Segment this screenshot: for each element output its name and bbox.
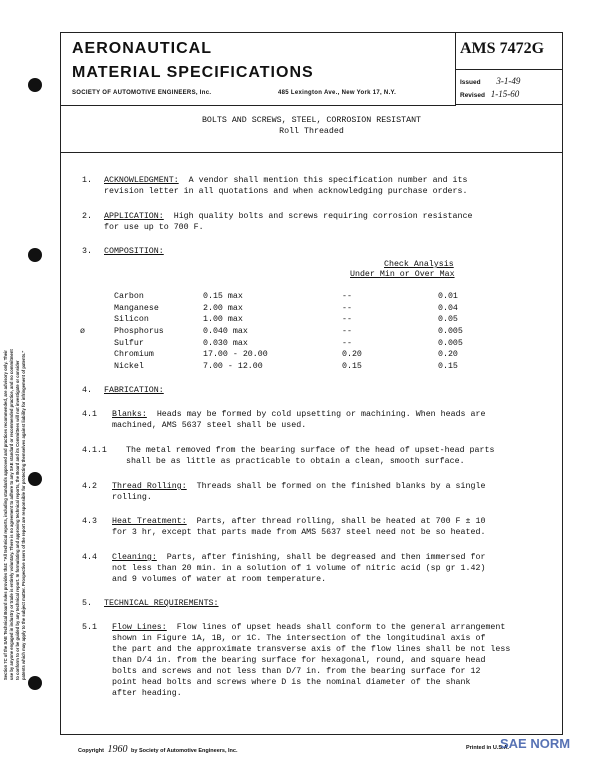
section-4-heading: FABRICATION: (104, 386, 164, 395)
check-analysis-title-text: Check Analysis (384, 260, 454, 269)
section-2-heading: APPLICATION: (104, 212, 164, 221)
copyright-year: 1960 (107, 744, 128, 755)
section-4-1-heading: Blanks: (112, 410, 147, 419)
section-5-heading: TECHNICAL REQUIREMENTS: (104, 599, 219, 608)
section-1-heading: ACKNOWLEDGMENT: (104, 176, 179, 185)
row-check-min: -- (342, 303, 352, 313)
row-check-max: 0.20 (438, 350, 458, 360)
section-4-4-number: 4.4 (82, 553, 97, 562)
watermark-text: SAE NORM (500, 736, 571, 751)
row-check-min: -- (342, 327, 352, 337)
check-analysis-title (384, 260, 454, 271)
row-check-max: 0.01 (438, 292, 458, 301)
section-4-2-number: 4.2 (82, 482, 97, 491)
section-4-3-text: Parts, after thread rolling, shall be heated at 700 F ± 10 (196, 517, 486, 526)
row-check-min: -- (342, 315, 352, 325)
section-4-4-line2: not less than 20 min. in a solution of 1 volume of nitric acid (sp gr 1.42) (112, 564, 486, 573)
side-notice-line: use by anyone engaged in industry or trade is entirely voluntary. There is no agreement to adhere to any SAE standard or recommended practice, and no commitment (9, 349, 14, 680)
section-3-heading: COMPOSITION: (104, 247, 164, 256)
section-5-1-line7: after heading. (112, 689, 182, 698)
sae-norm-watermark (500, 736, 570, 751)
section-4-4-text: Parts, after finishing, shall be degreased and then immersed for (166, 553, 486, 562)
row-element: Silicon (114, 315, 149, 325)
section-4-1-1-line2: shall be as little as practicable to obtain a clean, smooth surface. (126, 457, 465, 466)
table-row (80, 327, 520, 339)
section-4-4-line1 (112, 553, 485, 564)
section-4-2-line2: rolling. (112, 493, 152, 502)
row-element: Chromium (114, 350, 154, 360)
section-5-1-line6: point head bolts and screws where D is the nominal diameter of the shank (112, 678, 471, 687)
row-check-max: 0.005 (438, 327, 463, 337)
section-3-number: 3. (82, 247, 92, 256)
section-5-1-line2: shown in Figure 1A, 1B, or 1C. The intersection of the longitudinal axis of (112, 634, 486, 643)
table-row (80, 350, 520, 362)
table-row (80, 362, 520, 374)
section-4-3-line1 (112, 517, 485, 528)
section-4-4-line3: and 9 volumes of water at room temperature. (112, 575, 327, 584)
section-2-line2: for use up to 700 F. (104, 223, 204, 232)
row-element: Carbon (114, 292, 144, 301)
revised-row (460, 89, 519, 99)
section-4-1-1-line1: The metal removed from the bearing surface of the head of upset-head parts (126, 446, 495, 455)
side-notice-line: patents which may apply to the subject matter. Prospective users of the report are responsible for protecting themselves against liability for infringement of patents." (21, 350, 26, 680)
printed-in: Printed in U.S.A. (466, 745, 510, 751)
dates-box (455, 68, 563, 105)
copyright-label: Copyright (78, 748, 104, 754)
section-5-1-line4: than D/4 in. from the bearing surface for hexagonal, round, and square head (112, 656, 486, 665)
copyright-holder: by Society of Automotive Engineers, Inc. (131, 748, 238, 754)
issued-label: Issued (460, 79, 481, 86)
row-element: Sulfur (114, 338, 144, 348)
row-range: 0.040 max (203, 327, 248, 337)
section-4-1-number: 4.1 (82, 410, 97, 419)
check-analysis-subtitle: Under Min or Over Max (350, 270, 455, 279)
table-row (80, 339, 520, 351)
section-4-1-1-number: 4.1.1 (82, 446, 107, 455)
ams-number (460, 40, 544, 58)
issued-row (460, 76, 520, 86)
side-notice (3, 80, 47, 680)
row-element: Nickel (114, 362, 144, 372)
row-range: 17.00 - 20.00 (203, 350, 268, 360)
row-check-max: 0.005 (438, 338, 463, 348)
composition-table (80, 292, 520, 374)
section-4-2-text: Threads shall be formed on the finished blanks by a single (196, 482, 486, 491)
section-5-1-text: Flow lines of upset heads shall conform to the general arrangement (176, 623, 506, 632)
side-notice-line: Section 7C of the SAE Technical Board rules provides that: "All technical reports, including standards approved and practices recommended, are advisory only. Their (3, 350, 8, 680)
section-4-3-line2: for 3 hr, except that parts made from AMS 5637 steel need not be so heated. (112, 528, 486, 537)
row-check-max: 0.05 (438, 315, 458, 325)
row-check-min: 0.15 (342, 362, 362, 372)
section-1-text: A vendor shall mention this specification number and its (188, 176, 468, 185)
row-check-min: -- (342, 292, 352, 301)
title-line2: MATERIAL SPECIFICATIONS (72, 64, 314, 81)
society-address: 485 Lexington Ave., New York 17, N.Y. (278, 90, 397, 96)
row-range: 0.15 max (203, 292, 243, 301)
section-4-number: 4. (82, 386, 92, 395)
section-2-number: 2. (82, 212, 92, 221)
title-line1: AERONAUTICAL (72, 40, 212, 57)
row-range: 0.030 max (203, 338, 248, 348)
copyright-line (78, 744, 238, 755)
revised-label: Revised (460, 92, 485, 99)
row-element: Manganese (114, 303, 159, 313)
side-notice-line: to conform to or be guided by any technical report. In formulating and approving technical reports, the Board and its Committees will not investigate or consider (15, 360, 20, 680)
row-check-min: -- (342, 338, 352, 348)
revised-date: 1-15-60 (490, 89, 520, 99)
section-4-4-heading: Cleaning: (112, 553, 157, 562)
section-4-3-number: 4.3 (82, 517, 97, 526)
section-2-line1 (104, 212, 472, 223)
section-4-3-heading: Heat Treatment: (112, 517, 187, 526)
table-row (80, 304, 520, 316)
society-name: SOCIETY OF AUTOMOTIVE ENGINEERS, Inc. (72, 90, 212, 96)
section-4-1-line2: machined, AMS 5637 steel shall be used. (112, 421, 307, 430)
section-2-text: High quality bolts and screws requiring corrosion resistance (173, 212, 473, 221)
table-row (80, 315, 520, 327)
section-5-1-line3: the part and the approximate transverse axis of the flow lines shall be not less (112, 645, 511, 654)
table-row (80, 292, 520, 304)
section-4-2-line1 (112, 482, 485, 493)
section-1-number: 1. (82, 176, 92, 185)
section-1-line2: revision letter in all quotations and when acknowledging purchase orders. (104, 187, 468, 196)
ams-label: AMS (460, 40, 496, 57)
row-element: Phosphorus (114, 327, 164, 337)
row-check-max: 0.04 (438, 303, 458, 313)
section-1-line1 (104, 176, 467, 187)
issued-date: 3-1-49 (496, 76, 521, 86)
subject-line2: Roll Threaded (279, 127, 344, 136)
section-5-number: 5. (82, 599, 92, 608)
row-check-max: 0.15 (438, 362, 458, 372)
section-4-2-heading: Thread Rolling: (112, 482, 187, 491)
row-mark: ø (80, 327, 85, 337)
subject-line1: BOLTS AND SCREWS, STEEL, CORROSION RESISTANT (201, 116, 422, 125)
row-range: 2.00 max (203, 303, 243, 313)
section-5-1-heading: Flow Lines: (112, 623, 167, 632)
row-range: 1.00 max (203, 315, 243, 325)
row-range: 7.00 - 12.00 (203, 362, 263, 372)
ams-code: 7472G (499, 40, 545, 57)
row-check-min: 0.20 (342, 350, 362, 360)
section-4-1-text: Heads may be formed by cold upsetting or machining. When heads are (156, 410, 486, 419)
section-5-1-line1 (112, 623, 505, 634)
section-5-1-number: 5.1 (82, 623, 97, 632)
section-5-1-line5: bolts and screws and not less than D/7 in. from the bearing surface for 12 (112, 667, 481, 676)
section-4-1-line1 (112, 410, 485, 421)
